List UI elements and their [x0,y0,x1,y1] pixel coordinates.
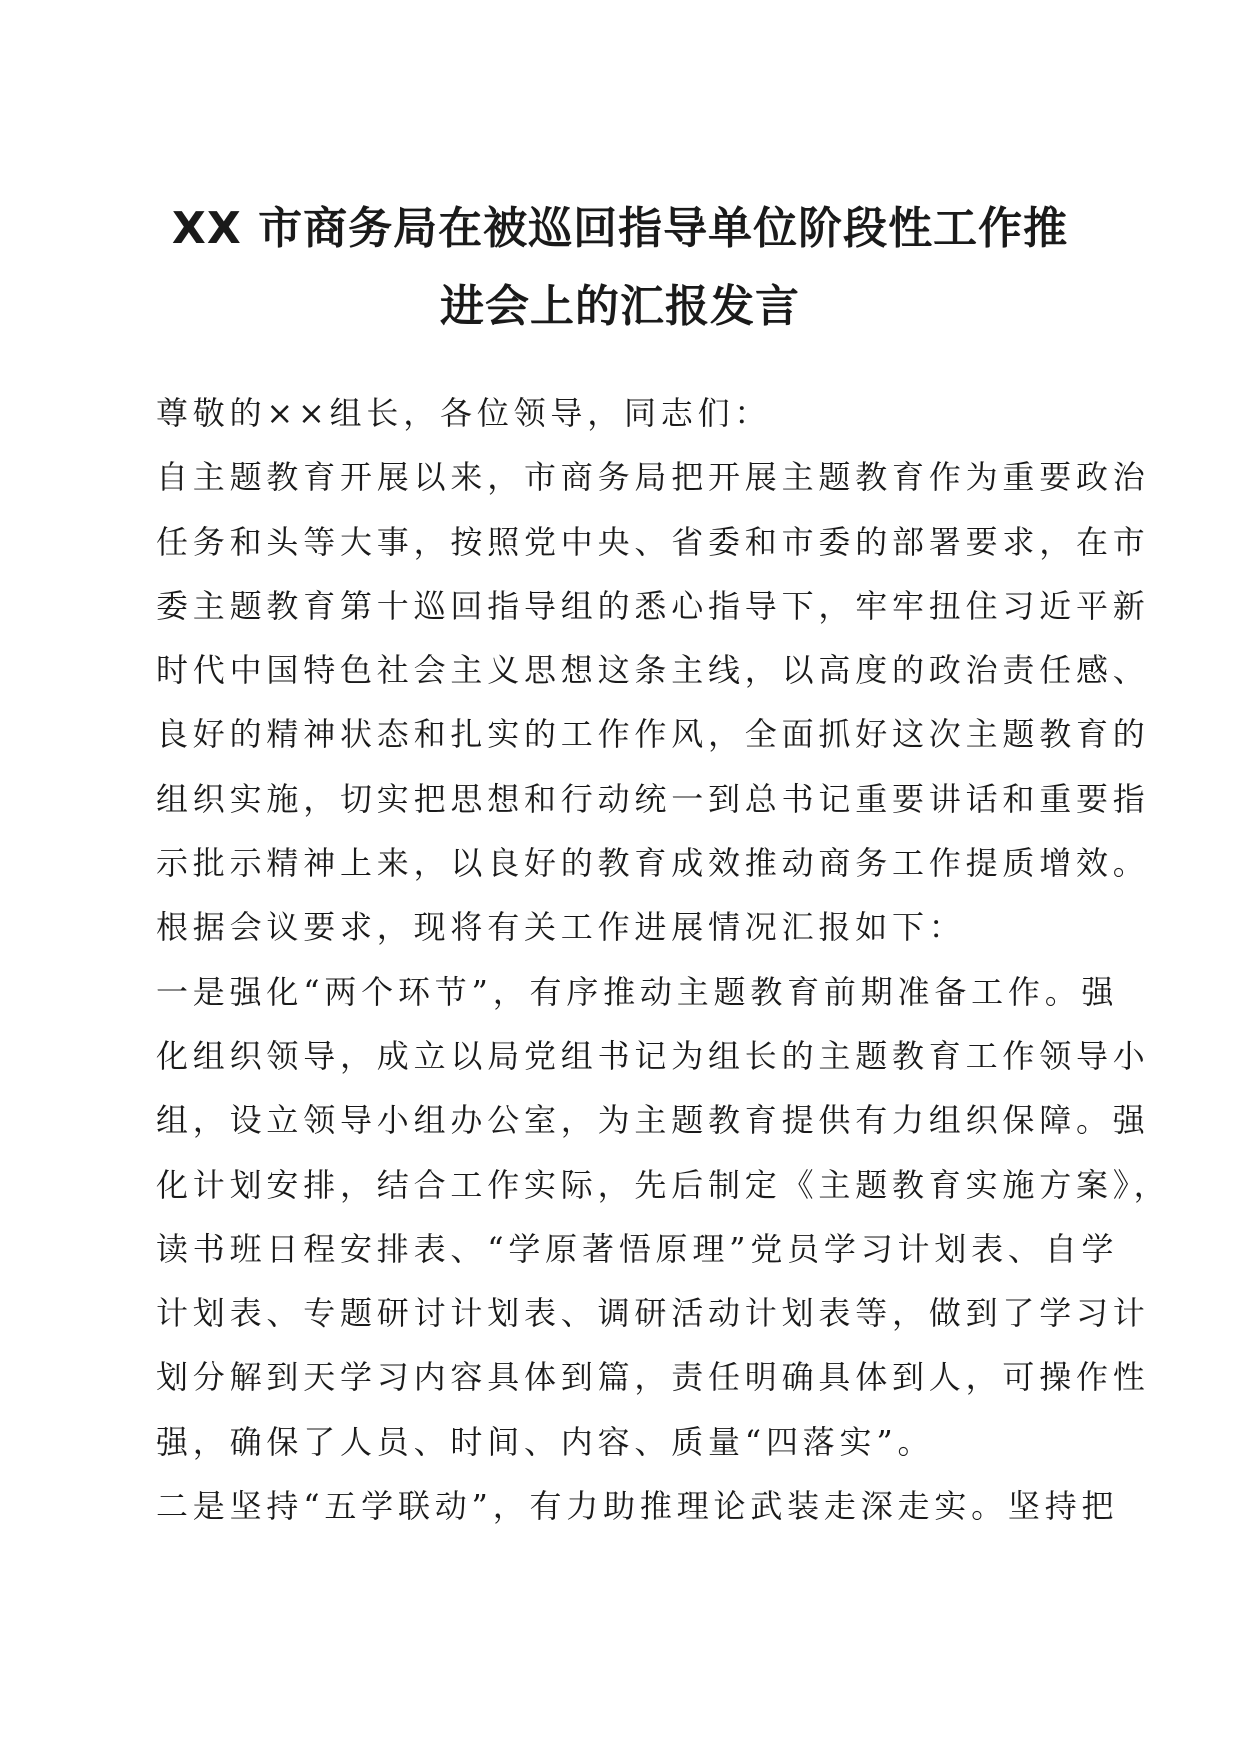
body-line: 良好的精神状态和扎实的工作作风，全面抓好这次主题教育的 [156,715,1150,754]
body-line: 任务和头等大事，按照党中央、省委和市委的部署要求，在市 [156,522,1150,561]
title-line: 进会上的汇报发言 [440,281,800,332]
body-line: 强，确保了人员、时间、内容、质量“四落实”。 [156,1422,935,1461]
body-line: 委主题教育第十巡回指导组的悉心指导下，牢牢扭住习近平新 [156,586,1150,625]
body-line: 根据会议要求，现将有关工作进展情况汇报如下： [156,908,966,947]
body-line: 自主题教育开展以来，市商务局把开展主题教育作为重要政治 [156,458,1150,497]
body-line: 读书班日程安排表、“学原著悟原理”党员学习计划表、自学 [156,1229,1119,1268]
body-line: 时代中国特色社会主义思想这条主线，以高度的政治责任感、 [156,651,1150,690]
body-line: 组织实施，切实把思想和行动统一到总书记重要讲话和重要指 [156,779,1150,818]
title-line: XX 市商务局在被巡回指导单位阶段性工作推 [171,203,1069,254]
body-line: 一是强化“两个环节”，有序推动主题教育前期准备工作。强 [156,972,1119,1011]
body-line: 示批示精神上来，以良好的教育成效推动商务工作提质增效。 [156,844,1150,883]
body-line: 计划表、专题研讨计划表、调研活动计划表等，做到了学习计 [156,1294,1150,1333]
document-title [150,190,1090,346]
body-line: 划分解到天学习内容具体到篇，责任明确具体到人，可操作性 [156,1358,1150,1397]
body-line: 化计划安排，结合工作实际，先后制定《主题教育实施方案》， [156,1165,1171,1204]
body-line: 二是坚持“五学联动”，有力助推理论武装走深走实。坚持把 [156,1487,1119,1526]
body-line: 化组织领导，成立以局党组书记为组长的主题教育工作领导小 [156,1036,1150,1075]
body-line: 组，设立领导小组办公室，为主题教育提供有力组织保障。强 [156,1101,1150,1140]
salutation-line: 尊敬的××组长，各位领导，同志们： [156,394,772,432]
document-body [156,381,1171,1538]
